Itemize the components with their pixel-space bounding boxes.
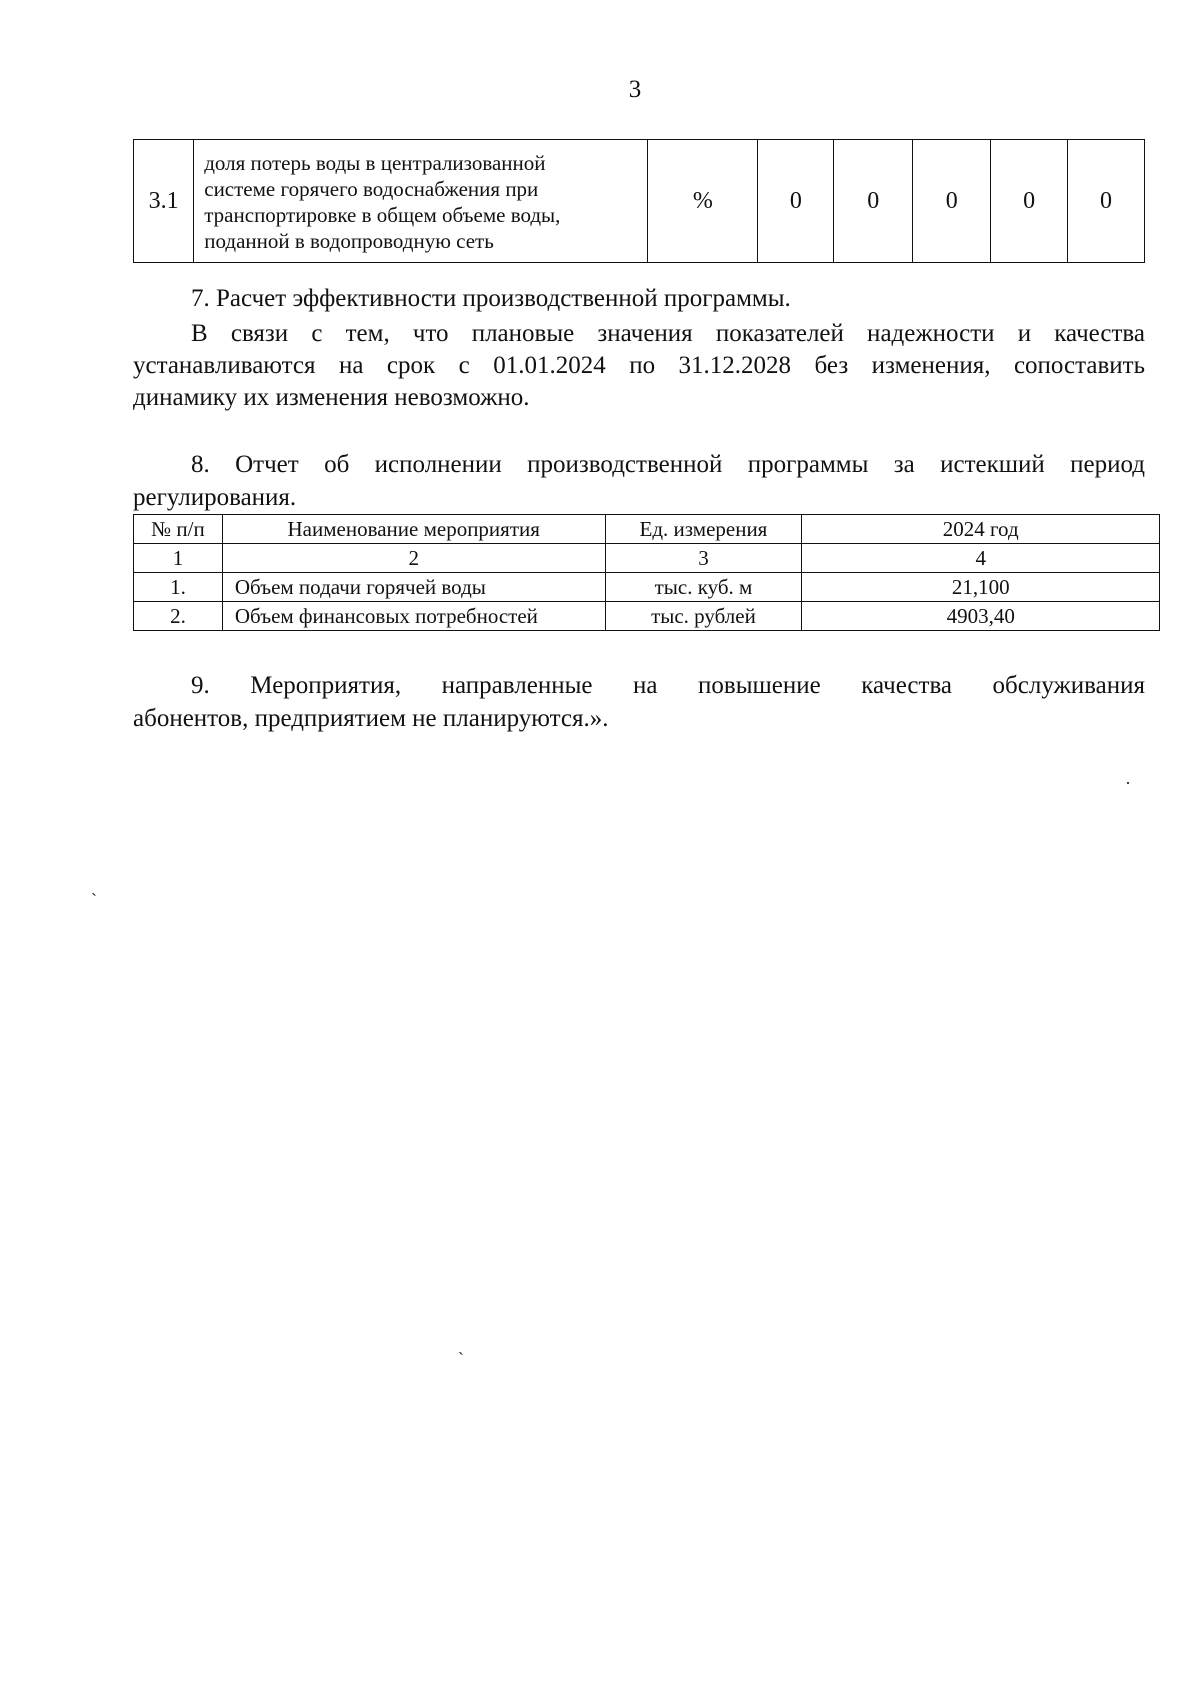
section8-heading-line: 8. Отчет об исполнении производственной программы за истекший период xyxy=(191,451,1145,478)
unit-cell: % xyxy=(648,140,758,263)
description-line: транспортировке в общем объеме воды, xyxy=(204,203,561,227)
section7-body-line: устанавливаются на срок с 01.01.2024 по 31.12.2028 без изменения, сопоставить xyxy=(133,352,1145,379)
scan-speck: ˎ xyxy=(91,876,97,896)
value-cell: 0 xyxy=(913,140,991,263)
header-cell: Наименование мероприятия xyxy=(222,515,605,544)
row-unit: тыс. рублей xyxy=(605,602,802,631)
value-cell: 0 xyxy=(758,140,834,263)
scan-speck: ˋ xyxy=(458,1349,464,1369)
index-cell: 3 xyxy=(605,544,802,573)
table-header-row xyxy=(134,515,1160,544)
row-number: 1. xyxy=(134,573,223,602)
header-cell: 2024 год xyxy=(802,515,1160,544)
header-cell: № п/п xyxy=(134,515,223,544)
indicator-description xyxy=(194,140,648,263)
index-cell: 4 xyxy=(802,544,1160,573)
description-line: поданной в водопроводную сеть xyxy=(204,229,494,253)
table-row xyxy=(134,573,1160,602)
row-name: Объем финансовых потребностей xyxy=(222,602,605,631)
value-cell: 0 xyxy=(991,140,1068,263)
row-number: 3.1 xyxy=(134,140,194,263)
section8-heading-line: регулирования. xyxy=(133,484,297,511)
page-number: 3 xyxy=(628,76,642,103)
index-cell: 1 xyxy=(134,544,223,573)
row-number: 2. xyxy=(134,602,223,631)
description-line: доля потерь воды в централизованной xyxy=(204,151,546,175)
section9-line: 9. Мероприятия, направленные на повышение качества обслуживания xyxy=(191,672,1145,699)
header-cell: Ед. измерения xyxy=(605,515,802,544)
table-row xyxy=(134,140,1145,263)
section7-body-line: динамику их изменения невозможно. xyxy=(133,384,530,411)
row-value: 21,100 xyxy=(802,573,1160,602)
indicator-table xyxy=(133,139,1145,263)
table-index-row xyxy=(134,544,1160,573)
index-cell: 2 xyxy=(222,544,605,573)
section9-line: абонентов, предприятием не планируются.». xyxy=(133,705,609,732)
row-name: Объем подачи горячей воды xyxy=(222,573,605,602)
report-table xyxy=(133,514,1160,631)
value-cell: 0 xyxy=(1068,140,1145,263)
table-row xyxy=(134,602,1160,631)
section7-body-line: В связи с тем, что плановые значения показателей надежности и качества xyxy=(191,320,1145,347)
section7-heading: 7. Расчет эффективности производственной программы. xyxy=(191,285,791,312)
row-unit: тыс. куб. м xyxy=(605,573,802,602)
row-value: 4903,40 xyxy=(802,602,1160,631)
description-line: системе горячего водоснабжения при xyxy=(204,177,539,201)
value-cell: 0 xyxy=(834,140,913,263)
scan-speck: · xyxy=(1125,773,1131,793)
